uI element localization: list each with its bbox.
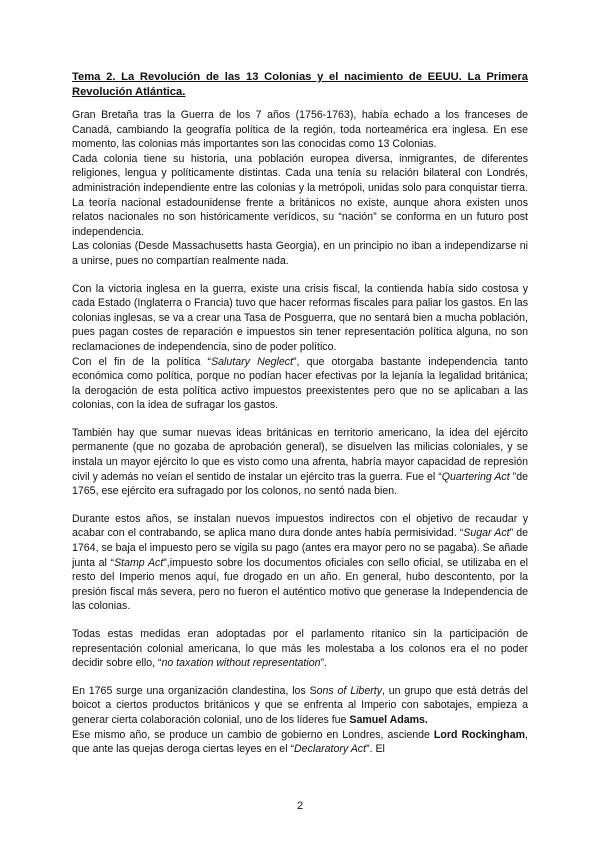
- paragraph-gap: [72, 413, 528, 426]
- paragraph-10: [72, 728, 528, 757]
- paragraph-7: [72, 512, 528, 614]
- document-title: Tema 2. La Revolución de las 13 Colonias y el nacimiento de EEUU. La Primera Revolución Atlántica.: [72, 71, 528, 98]
- paragraph-1: Gran Bretaña tras la Guerra de los 7 años (1756-1763), había echado a los franceses de Canadá, cambiando la geografía política de la región, toda norteamérica era inglesa. En ese momento, las colonias más importantes son las conocidas como 13 Colonias.: [72, 109, 528, 151]
- text-run: También hay que sumar nuevas ideas británicas en territorio americano, la idea del ejército permanente (que no gozaba de aprobación general), se disuelven las milicias coloniales, y se instala un mayor ejército lo que es visto como una afrenta, habría mayor capacidad de represión civil y además no veían el sentido de instalar un ejército tras la guerra. Fue el “: [72, 426, 528, 483]
- emphasis-sons-of-liberty: ons of Liberty: [316, 684, 382, 697]
- page-number: 2: [296, 800, 304, 812]
- text-run: ”.: [320, 657, 327, 670]
- paragraph-6: [72, 426, 528, 499]
- emphasis-stamp-act: Stamp Act: [114, 556, 164, 569]
- paragraph-gap: [72, 499, 528, 512]
- text-run: En 1765 surge una organización clandestina, los S: [72, 684, 317, 697]
- paragraph-2: Cada colonia tiene su historia, una población europea diversa, inmigrantes, de diferentes religiones, lengua y políticamente distintas. Cada una tenía su relación bilateral con Londrés, administración independiente entre las colonias y la metrópoli, unidas solo para conquistar tierra. La teoría nacional estadounidense frente a británicos no existe, aunque ahora existen unos relatos nacionales no son históricamente verídicos, su “nación” se conforma en un futuro post independencia.: [72, 152, 528, 238]
- bold-samuel-adams: Samuel Adams.: [349, 713, 428, 726]
- paragraph-8: [72, 627, 528, 671]
- text-run: , que ante las quejas deroga ciertas leyes en el “: [72, 728, 528, 756]
- text-run: Todas estas medidas eran adoptadas por el parlamento ritanico sin la participación de representación colonial americana, lo que más les molestaba a los colonos era el no poder decidir sobre ello, “: [72, 628, 528, 670]
- document-page: [72, 70, 528, 757]
- text-run: Con el fin de la política “: [72, 355, 212, 368]
- text-run: ” de 1764, se baja el impuesto pero se vigila su pago (antes era mayor pero no se pagaba). Se añade junta al “: [72, 527, 528, 569]
- paragraph-gap: [72, 269, 528, 282]
- text-run: Ese mismo año, se produce un cambio de gobierno en Londres, asciende: [72, 728, 434, 741]
- paragraph-3: Las colonias (Desde Massachusetts hasta Georgia), en un principio no iban a independizarse ni a unirse, pues no compartían realmente nada.: [72, 240, 528, 267]
- paragraph-5: [72, 355, 528, 413]
- text-run: ”de 1765, ese ejército era sufragado por los colonos, no sentó nada bien.: [72, 470, 528, 498]
- emphasis-declaratory-act: Declaratory Act: [294, 743, 367, 756]
- emphasis-quartering-act: Quartering Act: [441, 470, 510, 483]
- paragraph-gap: [72, 671, 528, 684]
- text-run: ”, que otorgaba bastante independencia tanto económica como política, porque no podían hacer efectivas por la lejanía la legalidad británica; la derogación de esta política activo impuestos preexistentes pero que no se aplicaban a las colonias, con la idea de sufragar los gastos.: [72, 355, 529, 412]
- paragraph-9: [72, 684, 528, 728]
- paragraph-4: Con la victoria inglesa en la guerra, existe una crisis fiscal, la contienda había sido costosa y cada Estado (Inglaterra o Francia) tuvo que hacer reformas fiscales para paliar los gastos. En las colonias inglesas, se va a crear una Tasa de Posguerra, que no sentará bien a mucha población, pues pagan costes de reparación e impuestos sin tener representación política alguna, no son reclamaciones de independencia, sino de poder político.: [72, 282, 528, 353]
- text-run: Durante estos años, se instalan nuevos impuestos indirectos con el objetivo de recaudar y acabar con el contrabando, se aplica mano dura donde antes había permisividad. “: [72, 512, 528, 540]
- text-run: ”. El: [366, 743, 385, 756]
- emphasis-salutary-neglect: Salutary Neglect: [211, 355, 294, 368]
- paragraph-gap: [72, 614, 528, 627]
- text-run: , un grupo que está detrás del boicot a ciertos productos británicos y que se enfrenta al Imperio con sabotajes, empieza a generar cierta colaboración colonial, uno de los líderes fue: [72, 684, 528, 726]
- emphasis-sugar-act: Sugar Act: [463, 527, 510, 540]
- text-run: ”,impuesto sobre los documentos oficiales con sello oficial, se utilizaba en el resto del Imperio menos aquí, fue drogado en un año. En general, hubo descontento, por la presión fiscal más severa, pero no fueron el auténtico motivo que generase la Independencia de las colonias.: [72, 556, 529, 613]
- emphasis-no-taxation: no taxation without representation: [161, 657, 321, 670]
- bold-lord-rockingham: Lord Rockingham: [433, 728, 526, 741]
